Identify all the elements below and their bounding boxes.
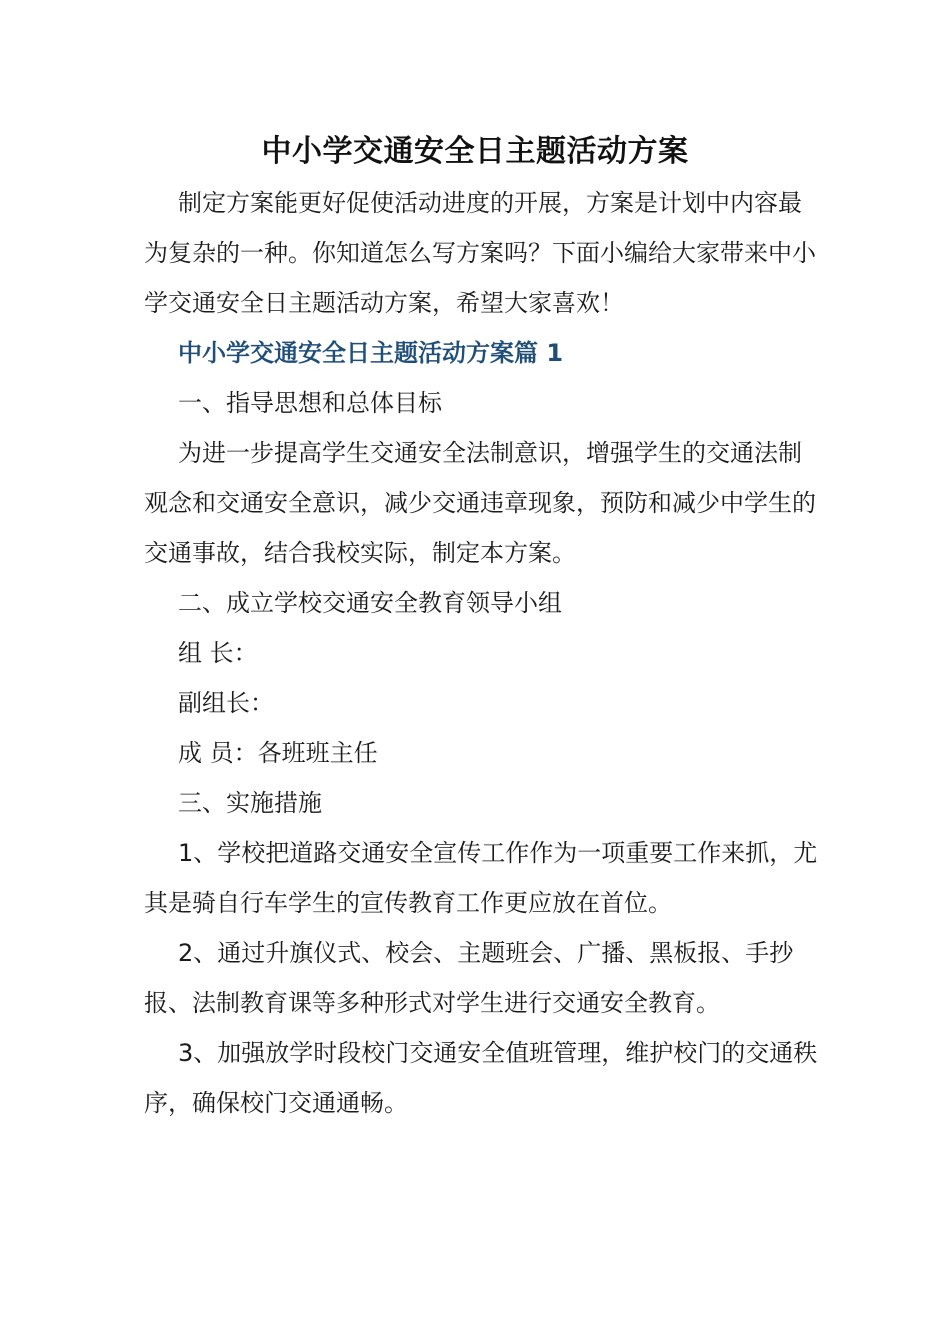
paragraph-group-leader: 组 长： [178,639,258,667]
paragraph-measures: 三、实施措施 [178,789,322,817]
paragraph-measure-1: 1、学校把道路交通安全宣传工作作为一项重要工作来抓，尤其是骑自行车学生的宣传教育工作更应放在首位。 [144,839,818,917]
paragraph-measure-2: 2、通过升旗仪式、校会、主题班会、广播、黑板报、手抄报、法制教育课等多种形式对学生进行交通安全教育。 [144,939,794,1017]
paragraph-measure-3: 3、加强放学时段校门交通安全值班管理，维护校门的交通秩序，确保校门交通通畅。 [144,1039,818,1117]
section-heading: 中小学交通安全日主题活动方案篇 1 [178,339,564,367]
paragraph-guiding-thought: 一、指导思想和总体目标 [178,389,442,417]
paragraph-members: 成 员：各班班主任 [178,739,378,767]
paragraph-purpose: 为进一步提高学生交通安全法制意识，增强学生的交通法制观念和交通安全意识，减少交通违章现象，预防和减少中学生的交通事故，结合我校实际，制定本方案。 [144,439,816,567]
document-title: 中小学交通安全日主题活动方案 [261,134,689,169]
paragraph-deputy-leader: 副组长： [178,689,274,717]
intro-paragraph: 制定方案能更好促使活动进度的开展，方案是计划中内容最为复杂的一种。你知道怎么写方案吗？下面小编给大家带来中小学交通安全日主题活动方案，希望大家喜欢！ [144,189,816,317]
paragraph-leadership-group: 二、成立学校交通安全教育领导小组 [178,589,562,617]
document-body [144,178,824,1128]
